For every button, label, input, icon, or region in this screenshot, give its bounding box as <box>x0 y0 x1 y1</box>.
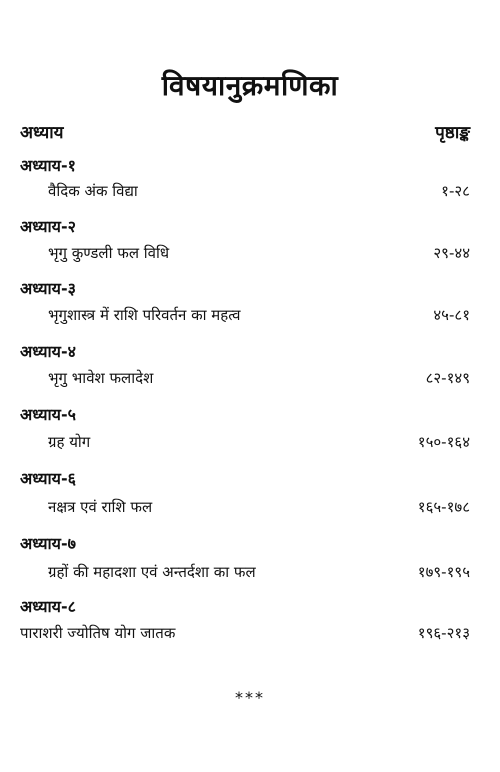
chapter-label: अध्याय-७ <box>20 534 76 553</box>
chapter-column-heading: अध्याय <box>20 123 64 143</box>
entry-title: भृगुशास्त्र में राशि परिवर्तन का महत्व <box>48 306 241 324</box>
entry-pages: ४५-८१ <box>433 306 470 324</box>
entry-title: नक्षत्र एवं राशि फल <box>48 498 153 516</box>
toc-entry[interactable] <box>20 432 470 456</box>
entry-title: ग्रहों की महादशा एवं अन्तर्दशा का फल <box>48 563 256 581</box>
entry-pages: १-२८ <box>441 182 470 200</box>
chapter-label: अध्याय-५ <box>20 405 76 424</box>
entry-pages: १६५-१७८ <box>417 498 470 516</box>
toc-entry[interactable] <box>20 368 470 392</box>
page-column-heading: पृष्ठाङ्क <box>435 123 470 143</box>
toc-entry[interactable] <box>20 305 470 329</box>
toc-entry[interactable] <box>20 181 470 205</box>
end-ornament: *** <box>235 688 265 707</box>
entry-title: भृगु कुण्डली फल विधि <box>48 244 170 262</box>
entry-title: पाराशरी ज्योतिष योग जातक <box>20 624 176 642</box>
entry-pages: ८२-१४९ <box>425 369 470 387</box>
chapter-label: अध्याय-३ <box>20 279 76 298</box>
chapter-label: अध्याय-४ <box>20 342 76 361</box>
entry-pages: १७९-१९५ <box>417 563 470 581</box>
toc-entry[interactable] <box>20 562 470 586</box>
toc-entry[interactable] <box>20 623 470 647</box>
chapter-label: अध्याय-६ <box>20 469 76 488</box>
entry-title: वैदिक अंक विद्या <box>48 182 138 200</box>
toc-entry[interactable] <box>20 497 470 521</box>
chapter-label: अध्याय-८ <box>20 597 76 616</box>
toc-entry[interactable] <box>20 243 470 267</box>
page-title: विषयानुक्रमणिका <box>161 69 339 102</box>
entry-pages: १९६-२१३ <box>417 624 470 642</box>
entry-title: भृगु भावेश फलादेश <box>48 369 154 387</box>
chapter-label: अध्याय-२ <box>20 217 76 236</box>
entry-title: ग्रह योग <box>48 433 91 451</box>
entry-pages: २९-४४ <box>433 244 470 262</box>
chapter-label: अध्याय-१ <box>20 156 76 175</box>
entry-pages: १५०-१६४ <box>417 433 470 451</box>
